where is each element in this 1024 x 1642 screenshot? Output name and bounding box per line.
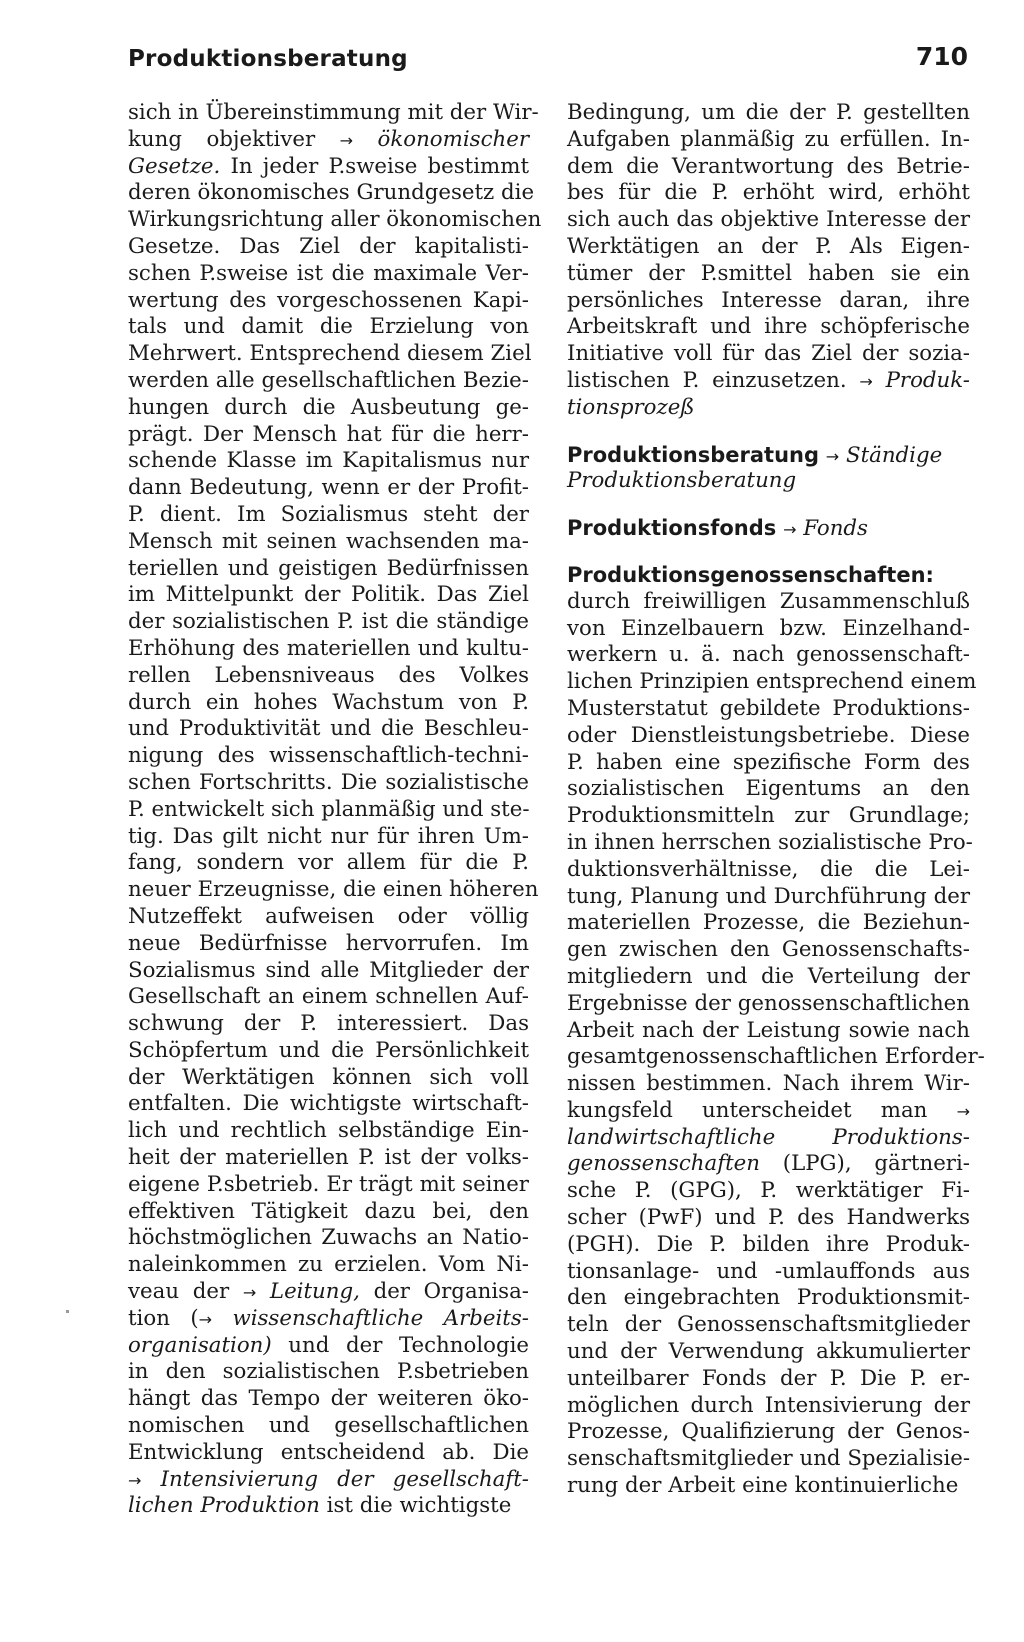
text-line	[567, 1366, 970, 1393]
body-text: Aufgaben planmäßig zu erfüllen. In-	[567, 126, 970, 152]
body-text: schen P.sweise ist die maximale Ver-	[128, 260, 529, 286]
text-line	[128, 1359, 529, 1386]
body-text: dem die Verantwortung des Betrie-	[567, 153, 970, 179]
entry-body	[567, 588, 985, 1500]
body-text: tion (	[128, 1305, 199, 1331]
body-text: Prozesse, Qualifizierung der Genos-	[567, 1419, 970, 1445]
text-line	[128, 1493, 529, 1520]
body-text: sich auch das objektive Interesse der	[567, 207, 970, 233]
text-line	[128, 180, 535, 207]
body-text: dann Bedeutung, wenn er der Profit-	[128, 475, 529, 501]
body-text: Sozialismus sind alle Mitglieder der	[128, 957, 529, 983]
text-line	[128, 1467, 529, 1494]
cross-reference-arrow-icon: →	[783, 520, 797, 540]
text-line	[567, 207, 970, 234]
text-line	[128, 529, 529, 556]
body-text: durch ein hohes Wachstum von P.	[128, 689, 529, 715]
cross-reference-link[interactable]: lichen Produktion	[128, 1493, 320, 1519]
body-text: Wirkungsrichtung aller ökonomischen	[128, 207, 542, 233]
text-line	[567, 1473, 970, 1500]
body-text: rellen Lebensniveaus des Volkes	[128, 662, 529, 688]
text-line	[128, 1333, 529, 1360]
cross-reference-arrow-icon: →	[242, 1283, 257, 1303]
body-text: teriellen und geistigen Bedürfnissen	[128, 555, 529, 581]
body-text: P. entwickelt sich planmäßig und ste-	[128, 796, 530, 822]
body-text: Arbeitskraft und ihre schöpferische	[567, 314, 970, 340]
text-line	[128, 1440, 529, 1467]
body-text: materiellen Prozesse, die Beziehun-	[567, 910, 970, 936]
body-text: duktionsverhältnisse, die die Lei-	[567, 856, 970, 882]
text-line	[128, 636, 529, 663]
text-line	[128, 502, 529, 529]
text-line	[567, 1232, 970, 1259]
body-text: Initiative voll für das Ziel der sozia-	[567, 341, 970, 367]
entry-heading-line	[567, 468, 970, 495]
cross-reference-link[interactable]: Ständige	[845, 442, 943, 468]
text-line	[567, 616, 970, 643]
text-line	[567, 341, 970, 368]
text-line	[128, 154, 529, 181]
body-text: werden alle gesellschaftlichen Bezie-	[128, 367, 529, 393]
text-line	[128, 475, 529, 502]
body-text: Schöpfertum und die Persönlichkeit	[128, 1037, 529, 1063]
body-text: neuer Erzeugnisse, die einen höheren	[128, 877, 539, 903]
text-line	[128, 609, 529, 636]
body-text: hängt das Tempo der weiteren öko-	[128, 1386, 529, 1412]
body-text: lich und rechtlich selbständige Ein-	[128, 1118, 529, 1144]
text-line	[567, 288, 970, 315]
body-text: Nutzeffekt aufweisen oder völlig	[128, 903, 529, 929]
body-text: senschaftsmitglieder und Spezialisie-	[567, 1446, 971, 1472]
text-line	[567, 154, 970, 181]
entry-heading-line	[567, 515, 970, 542]
entry-produktionsgenossenschaften	[567, 562, 985, 1500]
cross-reference-link[interactable]: landwirtschaftliche Produktions-	[567, 1124, 970, 1150]
body-text: gen zwischen den Genossenschafts-	[567, 937, 970, 963]
text-line	[567, 669, 977, 696]
body-text: Bedingung, um die der P. gestellten	[567, 100, 970, 125]
text-line	[128, 1118, 529, 1145]
cross-reference-arrow-icon: →	[859, 371, 873, 391]
text-line	[567, 1419, 970, 1446]
cross-reference-arrow-icon: →	[825, 446, 840, 466]
text-line	[567, 1285, 970, 1312]
text-line	[128, 770, 529, 797]
body-text: möglichen durch Intensivierung der	[567, 1392, 970, 1418]
text-line	[128, 797, 529, 824]
text-line	[128, 1306, 529, 1333]
body-text: tümer der P.smittel haben sie ein	[567, 260, 970, 286]
text-line	[128, 1413, 529, 1440]
cross-reference-link[interactable]: Fonds	[803, 516, 868, 542]
text-line	[567, 127, 970, 154]
text-line	[567, 964, 970, 991]
text-line	[567, 1339, 970, 1366]
text-line	[567, 1178, 970, 1205]
body-text: in den sozialistischen P.sbetrieben	[128, 1359, 529, 1385]
text-line	[128, 1145, 529, 1172]
text-line	[128, 877, 539, 904]
body-text: schwung der P. interessiert. Das	[128, 1011, 529, 1037]
cross-reference-arrow-icon: →	[956, 1101, 970, 1121]
cross-reference-link[interactable]: Gesetze.	[128, 153, 221, 179]
print-speck	[66, 1310, 69, 1313]
text-line	[567, 1098, 970, 1125]
cross-reference-link[interactable]: genossenschaften	[567, 1151, 760, 1177]
text-line	[567, 1446, 970, 1473]
body-text: Produktionsmitteln zur Grundlage;	[567, 803, 970, 829]
body-text: rung der Arbeit eine kontinuierliche	[567, 1473, 959, 1499]
text-line	[128, 1386, 529, 1413]
body-text: der Organisa-	[359, 1279, 529, 1305]
text-line	[128, 1252, 529, 1279]
body-text: schende Klasse im Kapitalismus nur	[128, 448, 529, 474]
text-line	[567, 1044, 985, 1071]
text-line	[567, 642, 970, 669]
body-text: tung, Planung und Durchführung der	[567, 883, 970, 909]
text-line	[128, 100, 539, 127]
cross-reference-link[interactable]: Produktionsberatung	[567, 468, 797, 494]
body-text: Gesellschaft an einem schnellen Auf-	[128, 984, 529, 1010]
cross-reference-link[interactable]: ökonomischer	[353, 126, 529, 152]
text-line	[128, 341, 532, 368]
text-line	[567, 368, 970, 395]
text-line	[567, 696, 970, 723]
entry-heading: Produktionsberatung	[567, 442, 820, 467]
body-text: entfalten. Die wichtigste wirtschaft-	[128, 1091, 529, 1117]
body-text: und der Verwendung akkumulierter	[567, 1339, 970, 1365]
body-text: den eingebrachten Produktionsmit-	[567, 1285, 970, 1311]
body-text: Mensch mit seinen wachsenden ma-	[128, 528, 529, 554]
entry-spacer	[567, 422, 970, 442]
body-text: In jeder P.sweise bestimmt	[220, 153, 529, 179]
body-text: teln der Genossenschaftsmitglieder	[567, 1312, 970, 1338]
cross-reference-arrow-icon: →	[128, 1470, 142, 1490]
body-text: heit der materiellen P. ist der volks-	[128, 1145, 529, 1171]
entry-heading: Produktionsfonds	[567, 516, 777, 541]
entry-heading-line	[567, 562, 970, 589]
body-text: bes für die P. erhöht wird, erhöht	[567, 180, 970, 206]
text-line	[128, 1279, 529, 1306]
cross-reference-arrow-icon: →	[339, 130, 354, 150]
text-line	[128, 984, 529, 1011]
text-line	[128, 314, 529, 341]
body-text: sche P. (GPG), P. werktätiger Fi-	[567, 1178, 970, 1204]
body-text: gesamtgenossenschaftlichen Erforder-	[567, 1044, 985, 1070]
text-line	[567, 937, 970, 964]
text-line	[128, 690, 529, 717]
text-line	[128, 1199, 529, 1226]
body-text: eigene P.sbetrieb. Er trägt mit seiner	[128, 1171, 529, 1197]
body-text: sich in Übereinstimmung mit der Wir-	[128, 100, 539, 125]
body-text: sozialistischen Eigentums an den	[567, 776, 970, 802]
text-line	[567, 261, 970, 288]
body-text: fang, sondern vor allem für die P.	[128, 850, 529, 876]
text-line	[128, 743, 529, 770]
body-text: durch freiwilligen Zusammenschluß	[567, 588, 970, 614]
body-text: höchstmöglichen Zuwachs an Natio-	[128, 1225, 529, 1251]
text-line	[567, 1018, 970, 1045]
text-line	[128, 1011, 529, 1038]
text-line	[567, 857, 970, 884]
text-line	[128, 422, 529, 449]
body-text: Arbeit nach der Leistung sowie nach	[567, 1017, 970, 1043]
text-line	[128, 1091, 529, 1118]
body-text: P. haben eine spezifische Form des	[567, 749, 970, 775]
body-text: kungsfeld unterscheidet man	[567, 1097, 957, 1123]
text-line	[567, 991, 970, 1018]
entry-heading-line	[567, 442, 970, 469]
body-text: der Werktätigen können sich voll	[128, 1064, 529, 1090]
body-text: lichen Prinzipien entsprechend einem	[567, 669, 977, 695]
text-line	[128, 261, 529, 288]
body-text: hungen durch die Ausbeutung ge-	[128, 394, 529, 420]
text-line	[567, 1259, 970, 1286]
body-text: deren ökonomisches Grundgesetz die	[128, 180, 535, 206]
cross-reference-link[interactable]: Produk-	[872, 367, 970, 393]
body-text: und Produktivität und die Beschleu-	[128, 716, 529, 742]
text-line	[128, 716, 529, 743]
text-line	[567, 589, 970, 616]
body-text: tig. Das gilt nicht nur für ihren Um-	[128, 823, 529, 849]
body-text: veau der	[128, 1279, 243, 1305]
body-text: der sozialistischen P. ist die ständige	[128, 609, 529, 635]
body-text: werkern u. ä. nach genossenschaft-	[567, 642, 970, 668]
text-line	[128, 931, 529, 958]
body-text: prägt. Der Mensch hat für die herr-	[128, 421, 529, 447]
right-column	[567, 100, 985, 1500]
body-text: unteilbarer Fonds der P. Die P. er-	[567, 1365, 970, 1391]
body-text: schen Fortschritts. Die sozialistische	[128, 769, 529, 795]
text-line	[567, 1205, 970, 1232]
cross-reference-link[interactable]: Leitung,	[256, 1279, 360, 1305]
body-text: (LPG), gärtneri-	[759, 1151, 970, 1177]
entry-continuation	[567, 100, 970, 422]
cross-reference-link[interactable]: organisation)	[128, 1332, 272, 1358]
body-text: oder Dienstleistungsbetriebe. Diese	[567, 722, 970, 748]
text-line	[567, 100, 970, 127]
text-line	[567, 1125, 970, 1152]
text-line	[128, 958, 529, 985]
text-line	[567, 884, 970, 911]
body-text: nomischen und gesellschaftlichen	[128, 1413, 529, 1439]
text-line	[128, 663, 529, 690]
text-line	[567, 395, 970, 422]
text-line	[567, 723, 970, 750]
body-text: kung objektiver	[128, 126, 340, 152]
body-text: listischen P. einzusetzen.	[567, 367, 860, 393]
text-line	[128, 395, 529, 422]
body-text: Werktätigen an der P. Als Eigen-	[567, 233, 970, 259]
body-text: naleinkommen zu erzielen. Vom Ni-	[128, 1252, 529, 1278]
text-line	[128, 556, 529, 583]
text-line	[128, 448, 529, 475]
text-line	[567, 180, 970, 207]
body-text: (PGH). Die P. bilden ihre Produk-	[567, 1231, 970, 1257]
text-line	[128, 824, 529, 851]
body-text: Ergebnisse der genossenschaftlichen	[567, 990, 970, 1016]
text-line	[128, 207, 542, 234]
body-text: P. dient. Im Sozialismus steht der	[128, 501, 529, 527]
body-text: nigung des wissenschaftlich-techni-	[128, 743, 529, 769]
cross-reference-arrow-icon: →	[198, 1309, 213, 1329]
body-text: tionsanlage- und -umlauffonds aus	[567, 1258, 970, 1284]
text-line	[567, 314, 970, 341]
text-line	[128, 1065, 529, 1092]
text-line	[128, 582, 529, 609]
text-line	[567, 1151, 970, 1178]
text-line	[128, 904, 529, 931]
text-line	[567, 750, 970, 777]
entry-spacer	[567, 542, 970, 562]
left-column	[128, 100, 542, 1520]
body-text: im Mittelpunkt der Politik. Das Ziel	[128, 582, 529, 608]
body-text: effektiven Tätigkeit dazu bei, den	[128, 1198, 529, 1224]
page-number: 710	[915, 42, 968, 71]
text-line	[128, 850, 529, 877]
text-line	[128, 127, 529, 154]
body-text: persönliches Interesse daran, ihre	[567, 287, 970, 313]
body-text: Mehrwert. Entsprechend diesem Ziel	[128, 341, 532, 367]
cross-reference-link[interactable]: wissenschaftliche Arbeits-	[212, 1305, 529, 1331]
text-line	[128, 234, 529, 261]
body-text: nissen bestimmen. Nach ihrem Wir-	[567, 1071, 970, 1097]
body-text: wertung des vorgeschossenen Kapi-	[128, 287, 529, 313]
text-line	[128, 1172, 529, 1199]
entry-heading: Produktionsgenossenschaften:	[567, 562, 934, 587]
running-head: Produktionsberatung	[128, 46, 408, 72]
text-line	[567, 1071, 970, 1098]
text-line	[567, 803, 970, 830]
text-line	[567, 776, 970, 803]
text-line	[128, 1225, 529, 1252]
entry-produktionsberatung	[567, 442, 970, 496]
body-text: mitgliedern und die Verteilung der	[567, 963, 970, 989]
text-line	[567, 829, 973, 857]
text-line	[567, 1393, 970, 1420]
body-text: Entwicklung entscheidend ab. Die	[128, 1439, 529, 1465]
entry-produktionsfonds	[567, 515, 970, 542]
body-text: ist die wichtigste	[319, 1493, 512, 1519]
body-text: Erhöhung des materiellen und kultu-	[128, 635, 529, 661]
body-text: Musterstatut gebildete Produktions-	[567, 695, 970, 721]
body-text: von Einzelbauern bzw. Einzelhand-	[567, 615, 970, 641]
text-line	[128, 288, 529, 315]
text-line	[567, 1312, 970, 1339]
body-text: tals und damit die Erzielung von	[128, 314, 529, 340]
body-text: in ihnen herrschen sozialistische Pro-	[567, 829, 973, 855]
cross-reference-link[interactable]: Intensivierung der gesellschaft-	[141, 1466, 529, 1492]
text-line	[128, 1038, 529, 1065]
body-text: Gesetze. Das Ziel der kapitalisti-	[128, 233, 529, 259]
body-text: scher (PwF) und P. des Handwerks	[567, 1205, 970, 1231]
text-line	[567, 234, 970, 261]
text-line	[128, 368, 529, 395]
entry-spacer	[567, 495, 970, 515]
cross-reference-link[interactable]: tionsprozeß	[567, 394, 695, 420]
text-line	[567, 910, 970, 937]
body-text: neue Bedürfnisse hervorrufen. Im	[128, 930, 529, 956]
body-text: und der Technologie	[271, 1332, 529, 1358]
